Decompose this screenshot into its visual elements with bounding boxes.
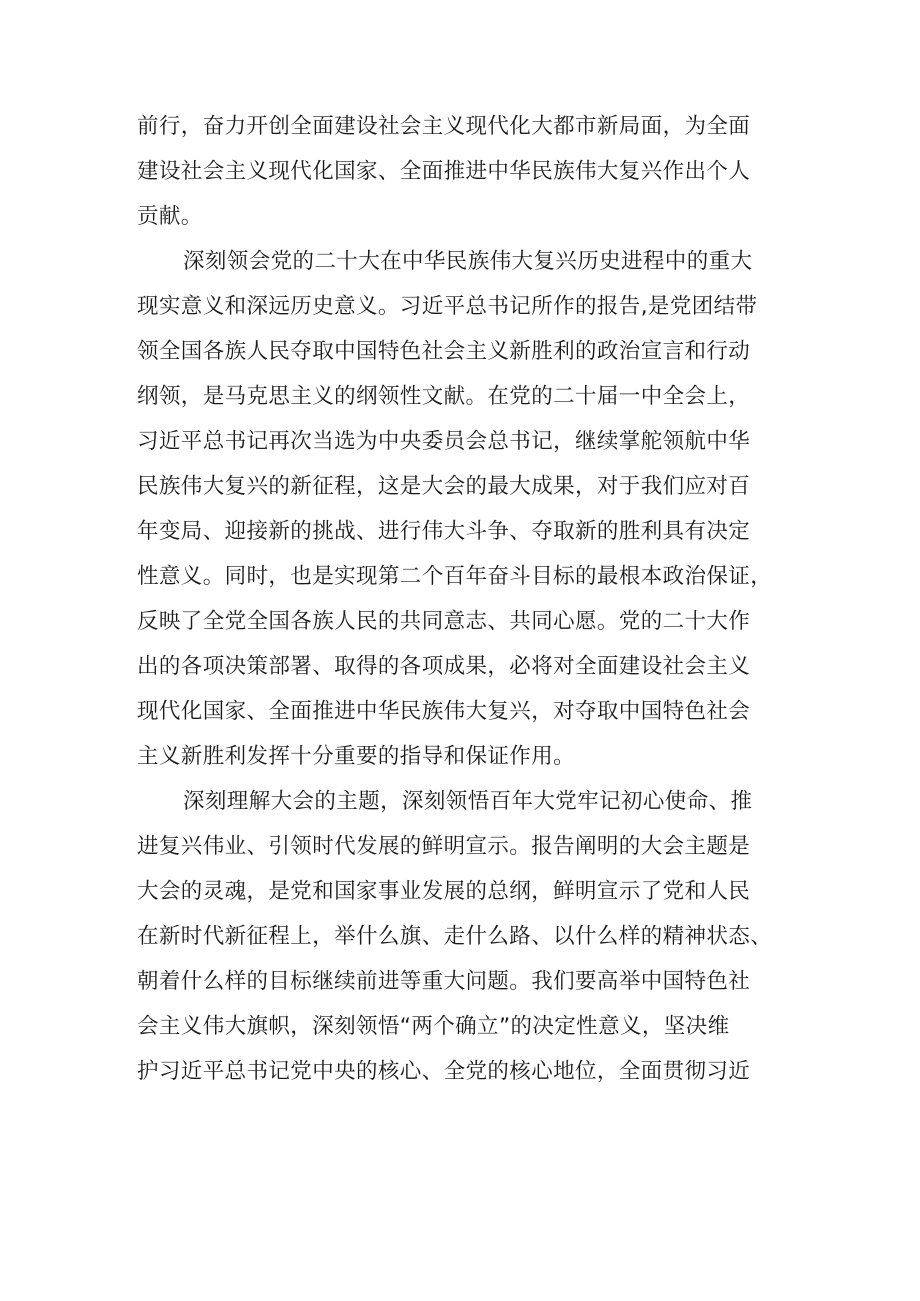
text-line: 前行，奋力开创全面建设社会主义现代化大都市新局面，为全面: [137, 114, 751, 139]
text-line: 贡献。: [137, 204, 203, 229]
text-line: 深刻理解大会的主题，深刻领悟百年大党牢记初心使命、推: [183, 789, 753, 814]
text-line: 性意义。同时，也是实现第二个百年奋斗目标的最根本政治保证，: [137, 564, 773, 589]
text-line: 建设社会主义现代化国家、全面推进中华民族伟大复兴作出个人: [137, 159, 751, 184]
text-line: 民族伟大复兴的新征程，这是大会的最大成果，对于我们应对百: [137, 474, 751, 499]
text-line: 年变局、迎接新的挑战、进行伟大斗争、夺取新的胜利具有决定: [137, 519, 751, 544]
body-text: [137, 104, 797, 1094]
text-line: 习近平总书记再次当选为中央委员会总书记，继续掌舵领航中华: [137, 429, 751, 454]
text-line: 会主义伟大旗帜，深刻领悟“两个确立”的决定性意义，坚决维: [137, 1014, 730, 1039]
text-line: 主义新胜利发挥十分重要的指导和保证作用。: [137, 744, 576, 769]
text-line: 护习近平总书记党中央的核心、全党的核心地位，全面贯彻习近: [137, 1059, 751, 1084]
text-line: 现代化国家、全面推进中华民族伟大复兴，对夺取中国特色社会: [137, 699, 751, 724]
paragraph-significance: [137, 239, 797, 779]
text-line: 领全国各族人民夺取中国特色社会主义新胜利的政治宣言和行动: [137, 339, 751, 364]
text-line: 深刻领会党的二十大在中华民族伟大复兴历史进程中的重大: [183, 249, 753, 274]
text-line: 出的各项决策部署、取得的各项成果，必将对全面建设社会主义: [137, 654, 751, 679]
text-line: 反映了全党全国各族人民的共同意志、共同心愿。党的二十大作: [137, 609, 751, 634]
text-line: 现实意义和深远历史意义。习近平总书记所作的报告,是党团结带: [137, 294, 758, 319]
text-line: 进复兴伟业、引领时代发展的鲜明宣示。报告阐明的大会主题是: [137, 834, 751, 859]
text-line: 纲领，是马克思主义的纲领性文献。在党的二十届一中全会上，: [137, 384, 751, 409]
paragraph-continuation: [137, 104, 797, 239]
text-line: 大会的灵魂，是党和国家事业发展的总纲，鲜明宣示了党和人民: [137, 879, 751, 904]
paragraph-theme: [137, 779, 797, 1094]
text-line: 在新时代新征程上，举什么旗、走什么路、以什么样的精神状态、: [137, 924, 773, 949]
text-line: 朝着什么样的目标继续前进等重大问题。我们要高举中国特色社: [137, 969, 751, 994]
